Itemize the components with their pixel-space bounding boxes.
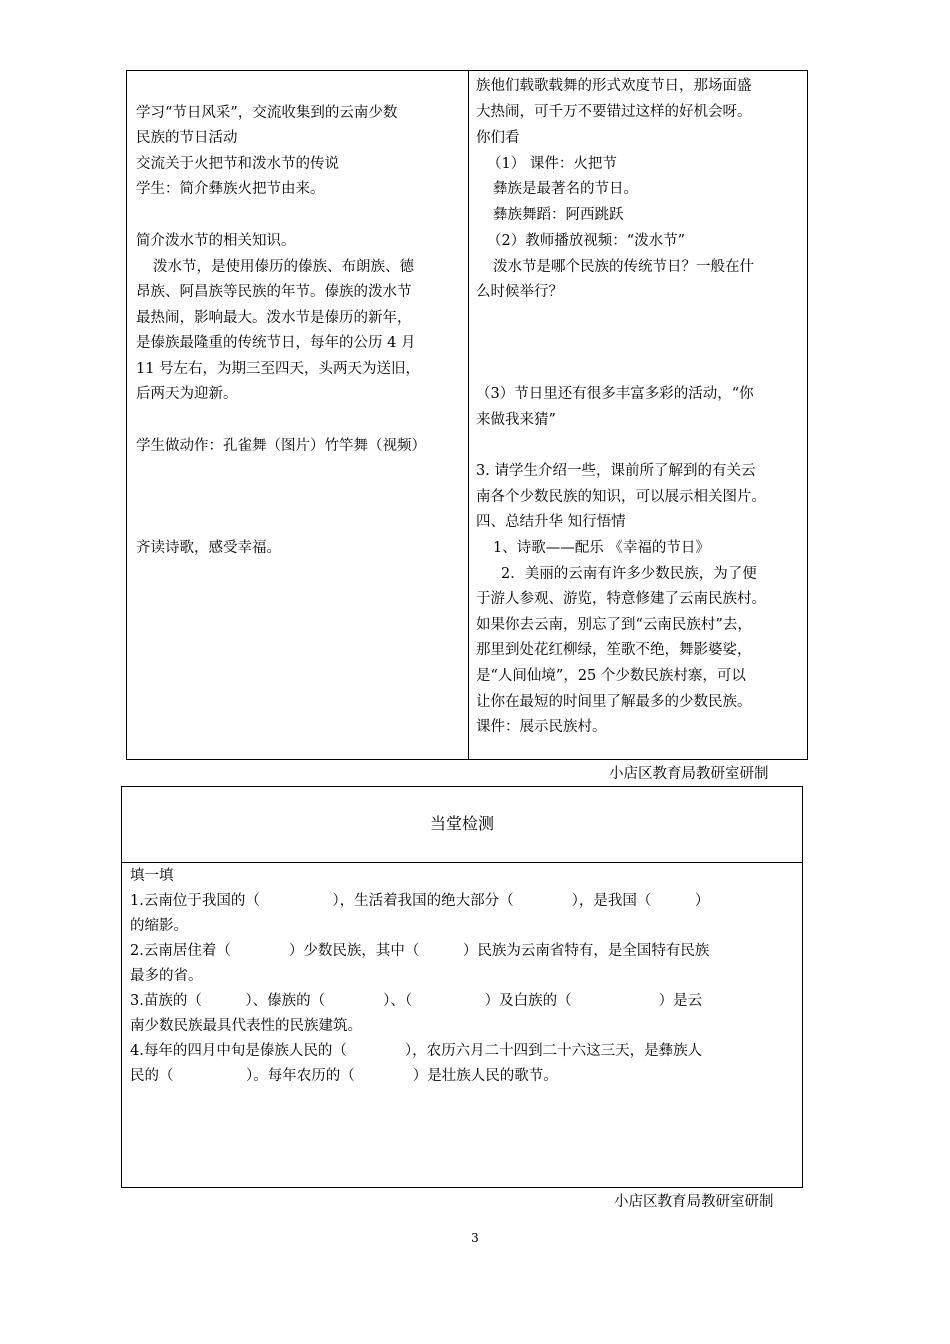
quiz-line: 南少数民族最具代表性的民族建筑。 [130, 1018, 362, 1034]
quiz-line: 最多的省。 [130, 968, 203, 984]
left-line: 学习“节日风采”，交流收集到的云南少数 [136, 105, 398, 121]
right-line: 么时候举行？ [476, 284, 563, 300]
quiz-line: 民的（ ）。每年农历的（ ）是壮族人民的歌节。 [130, 1068, 558, 1084]
right-line: 彝族是最著名的节日。 [493, 181, 638, 197]
left-line: 学生做动作：孔雀舞（图片）竹竿舞（视频） [136, 438, 426, 454]
footer-credit: 小店区教育局教研室研制 [614, 1194, 774, 1210]
left-line: 交流关于火把节和泼水节的传说 [136, 156, 339, 172]
left-line: 是傣族最隆重的传统节日，每年的公历 4 月 [136, 335, 416, 351]
right-line: 族他们载歌载舞的形式欢度节日，那场面盛 [476, 78, 752, 94]
left-line: 泼水节，是使用傣历的傣族、布朗族、德 [153, 259, 414, 275]
right-line: 你们看 [476, 130, 520, 146]
page-number: 3 [471, 1231, 479, 1245]
right-line: 课件：展示民族村。 [476, 719, 607, 735]
quiz-line: 1.云南位于我国的（ ），生活着我国的绝大部分（ ），是我国（ ） [130, 893, 710, 909]
quiz-table [121, 786, 803, 1188]
right-line: 如果你去云南，别忘了到“云南民族村”去， [476, 617, 752, 633]
footer-credit: 小店区教育局教研室研制 [609, 766, 769, 782]
quiz-line: 4.每年的四月中旬是傣族人民的（ ），农历六月二十四到二十六这三天，是彝族人 [130, 1043, 703, 1059]
quiz-line: 的缩影。 [130, 918, 188, 934]
left-line: 简介泼水节的相关知识。 [136, 233, 296, 249]
quiz-line: 3.苗族的（ ）、傣族的（ ）、（ ）及白族的（ ）是云 [130, 993, 703, 1009]
right-line: 南各个少数民族的知识，可以展示相关图片。 [476, 489, 766, 505]
right-line: 于游人参观、游览，特意修建了云南民族村。 [476, 591, 766, 607]
quiz-title: 当堂检测 [429, 814, 494, 833]
right-line: （3）节日里还有很多丰富多彩的活动，“你 [476, 386, 754, 402]
right-line: 来做我来猜” [476, 412, 556, 428]
left-line: 后两天为迎新。 [136, 386, 238, 402]
left-line: 齐读诗歌，感受幸福。 [136, 540, 281, 556]
right-line: （1） 课件：火把节 [487, 156, 617, 172]
left-line: 民族的节日活动 [136, 130, 238, 146]
right-line: 2．美丽的云南有许多少数民族，为了便 [501, 566, 757, 582]
quiz-header-divider [122, 862, 802, 863]
quiz-line: 2.云南居住着（ ）少数民族，其中（ ）民族为云南省特有，是全国特有民族 [130, 943, 710, 959]
right-line: 1、诗歌——配乐 《幸福的节日》 [493, 540, 710, 556]
right-line: 是“人间仙境”，25 个少数民族村寨，可以 [476, 668, 746, 684]
right-line: 彝族舞蹈：阿西跳跃 [493, 207, 624, 223]
lesson-table [126, 70, 808, 760]
right-line: 泼水节是哪个民族的传统节日？一般在什 [493, 259, 754, 275]
left-line: 最热闹，影响最大。泼水节是傣历的新年， [136, 310, 412, 326]
left-line: 学生：简介彝族火把节由来。 [136, 181, 325, 197]
right-line: 大热闹，可千万不要错过这样的好机会呀。 [476, 104, 752, 120]
quiz-line: 填一填 [130, 868, 174, 884]
left-line: 昂族、阿昌族等民族的年节。傣族的泼水节 [136, 284, 412, 300]
right-line: 四、总结升华 知行悟情 [476, 514, 626, 530]
right-line: 那里到处花红柳绿，笙歌不绝，舞影婆娑， [476, 642, 752, 658]
right-line: 让你在最短的时间里了解最多的少数民族。 [476, 694, 752, 710]
left-line: 11 号左右，为期三至四天，头两天为送旧， [136, 361, 421, 377]
right-line: （2）教师播放视频：“泼水节” [487, 233, 686, 249]
column-divider [468, 71, 469, 759]
right-line: 3. 请学生介绍一些，课前所了解到的有关云 [476, 463, 756, 479]
